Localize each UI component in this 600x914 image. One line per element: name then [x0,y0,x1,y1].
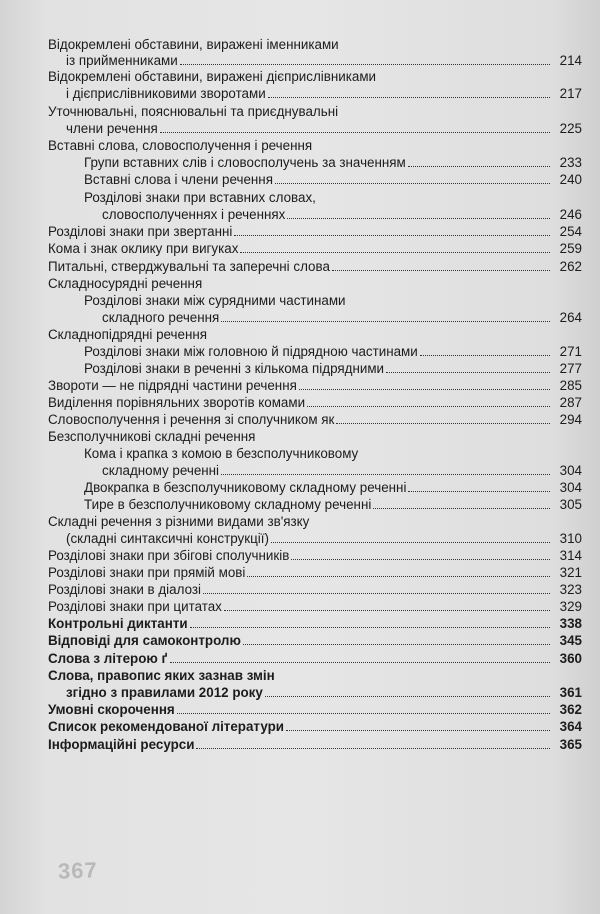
toc-entry-text: Групи вставних слів і словосполучень за значенням [84,155,406,170]
dot-leader [224,598,550,611]
dot-leader [275,171,550,184]
toc-entry [66,120,582,138]
dot-leader [299,377,550,390]
toc-page-number: 271 [559,344,582,359]
toc-page-number: 361 [559,685,582,700]
dot-leader [291,547,550,560]
toc-page-number: 277 [559,361,582,376]
dot-leader [196,736,550,749]
toc-page-number: 259 [559,241,582,256]
toc-entry-text: згідно з правилами 2012 року [66,685,263,700]
dot-leader [160,120,550,133]
toc-entry [48,103,338,121]
toc-entry [48,240,582,258]
toc-entry-text: Відповіді для самоконтролю [48,633,241,648]
dot-leader [307,394,550,407]
toc-page-number: 254 [559,224,582,239]
toc-entry-text: Складносурядні речення [48,276,203,291]
toc-entry [48,718,582,736]
toc-page-number: 294 [559,412,582,427]
toc-entry [102,309,582,327]
dot-leader [408,154,550,167]
toc-entry-text: Словосполучення і речення зі сполучником як [48,412,335,427]
toc-entry-text: Безсполучникові складні речення [48,429,256,444]
toc-page-number: 314 [559,548,582,563]
toc-entry [102,462,582,480]
toc-entry [48,667,275,685]
dot-leader [265,684,550,697]
toc-entry-text: Слова з літерою ґ [48,651,168,666]
toc-entry [48,701,582,719]
toc-entry-text: Уточнювальні, пояснювальні та приєднувальні [48,104,339,119]
toc-page-number: 362 [559,702,582,717]
dot-leader [287,206,550,219]
toc-page-number: 225 [559,121,582,136]
toc-entry-text: Інформаційні ресурси [48,737,195,752]
dot-leader [243,632,550,645]
toc-entry-text: Виділення порівняльних зворотів комами [48,395,306,410]
toc-page-number: 287 [559,395,582,410]
toc-entry-text: Питальні, стверджувальні та заперечні слова [48,259,330,274]
toc-entry [48,598,582,616]
toc-entry [48,275,202,293]
toc-page-number: 364 [559,719,582,734]
toc-entry-text: Двокрапка в безсполучниковому складному реченні [84,480,407,495]
toc-entry [84,343,582,361]
toc-entry [84,171,582,189]
toc-entry [84,479,582,497]
dot-leader [408,479,550,492]
toc-entry [48,428,255,446]
toc-entry [48,223,582,241]
dot-leader [170,650,550,663]
toc-entry [84,189,316,207]
toc-entry [66,530,582,548]
toc-entry [84,445,358,463]
toc-entry-text: Вставні слова, словосполучення і речення [48,138,313,153]
page-number: 367 [57,857,99,884]
toc-page-number: 240 [559,172,582,187]
toc-entry [84,292,346,310]
toc-entry [84,360,582,378]
toc-entry [48,68,376,86]
toc-page-number: 310 [559,531,582,546]
toc-page-number: 264 [559,310,582,325]
toc-entry [48,137,312,155]
dot-leader [336,411,550,424]
dot-leader [247,564,550,577]
toc-entry [48,581,582,599]
toc-entry-text: складному реченні [102,463,220,478]
toc-page-number: 321 [559,565,582,580]
toc-entry-text: Розділові знаки в діалозі [48,582,201,597]
toc-entry-text: Розділові знаки при цитатах [48,599,222,614]
dot-leader [332,258,550,271]
toc-entry [48,394,582,412]
toc-entry-text: Відокремлені обставини, виражені дієприслівниками [48,69,377,84]
toc-entry-text: складного речення [102,310,220,325]
toc-page-number: 329 [559,599,582,614]
toc-entry-text: Розділові знаки при збігові сполучників [48,548,290,563]
dot-leader [180,52,550,65]
toc-entry [48,377,582,395]
toc-page-number: 214 [559,53,582,68]
toc-entry-text: Звороти — не підрядні частини речення [48,378,297,393]
toc-entry [48,736,582,754]
toc-entry [66,684,582,702]
toc-entry [48,513,309,531]
toc-page-number: 233 [559,155,582,170]
dot-leader [240,240,550,253]
toc-page-number: 323 [559,582,582,597]
toc-entry-text: Розділові знаки при вставних словах, [84,190,316,205]
toc-entry [48,615,582,633]
dot-leader [177,701,550,714]
toc-entry-text: Тире в безсполучниковому складному реченні [84,497,372,512]
toc-entry [48,326,207,344]
toc-page-number: 365 [559,737,582,752]
toc-page-number: 217 [559,86,582,101]
toc-page-number: 246 [559,207,582,222]
toc-entry-text: Складні речення з різними видами зв'язку [48,514,310,529]
dot-leader [373,496,550,509]
dot-leader [420,343,550,356]
toc-page-number: 305 [559,497,582,512]
toc-entry-text: із прийменниками [66,53,178,68]
toc-entry-text: Вставні слова і члени речення [84,172,273,187]
toc-entry-text: Кома і крапка з комою в безсполучниковому [84,446,359,461]
toc-entry [48,258,582,276]
toc-entry-text: словосполученнях і реченнях [102,207,286,222]
toc-entry [48,564,582,582]
toc-entry-text: Умовні скорочення [48,702,175,717]
toc-page-number: 304 [559,480,582,495]
toc-entry [66,85,582,103]
toc-entry [48,411,582,429]
toc-entry-text: Розділові знаки між головною й підрядною частинами [84,344,418,359]
toc-page-number: 285 [559,378,582,393]
toc-entry-text: Слова, правопис яких зазнав змін [48,668,275,683]
toc-page-number: 262 [559,259,582,274]
toc-page-number: 345 [559,633,582,648]
toc-entry-text: Розділові знаки при прямій мові [48,565,246,580]
dot-leader [234,223,550,236]
toc-entry-text: Розділові знаки в реченні з кількома підрядними [84,361,385,376]
toc-entry-text: Відокремлені обставини, виражені іменниками [48,37,339,52]
toc-entry [84,154,582,172]
toc-entry [84,496,582,514]
dot-leader [221,309,550,322]
toc-entry-text: Кома і знак оклику при вигуках [48,241,239,256]
toc-entry-text: Розділові знаки між сурядними частинами [84,293,346,308]
dot-leader [286,718,550,731]
toc-page-number: 304 [559,463,582,478]
toc-entry-text: Контрольні диктанти [48,616,188,631]
toc-entry-text: члени речення [66,121,158,136]
toc-entry [48,547,582,565]
toc-entry [102,206,582,224]
toc-entry-text: (складні синтаксичні конструкції) [66,531,269,546]
toc-page-number: 338 [559,616,582,631]
dot-leader [268,85,550,98]
toc-page-number: 360 [559,651,582,666]
dot-leader [203,581,550,594]
toc-entry-text: Список рекомендованої літератури [48,719,285,734]
dot-leader [190,615,550,628]
toc-entry [48,632,582,650]
toc-entry-text: Розділові знаки при звертанні [48,224,233,239]
toc-entry-text: Складнопідрядні речення [48,327,208,342]
toc-entry-text: і дієприслівниковими зворотами [66,86,266,101]
dot-leader [271,530,550,543]
dot-leader [221,462,550,475]
toc-entry [48,650,582,668]
dot-leader [386,360,550,373]
